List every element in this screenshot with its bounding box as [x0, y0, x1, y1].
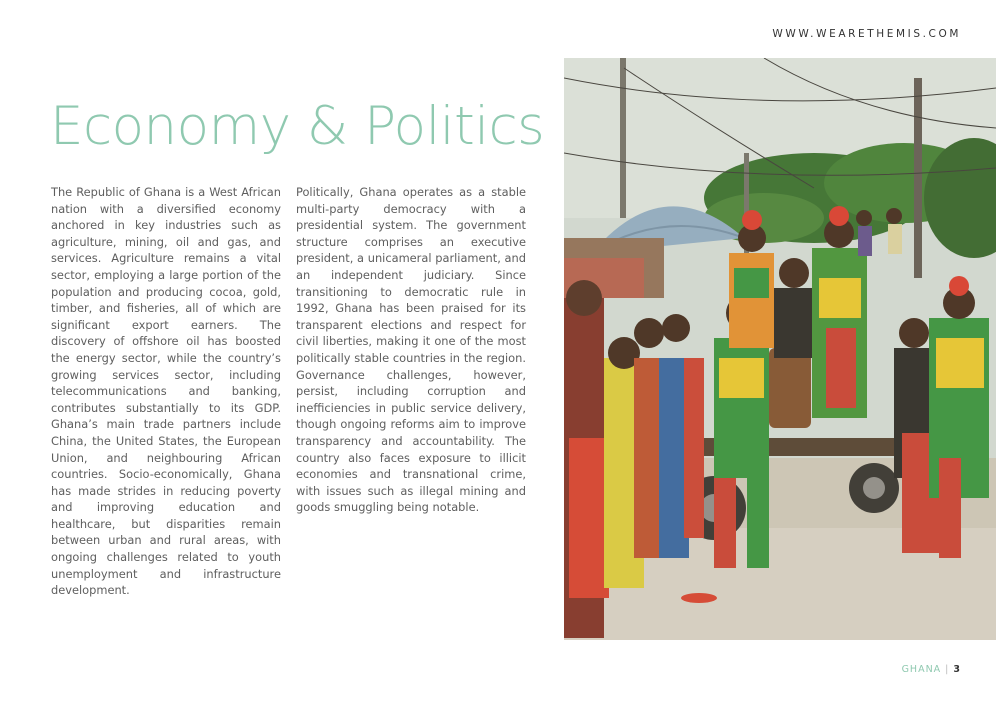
website-url: WWW.WEARETHEMIS.COM: [772, 28, 961, 40]
street-parade-photo: [564, 58, 996, 640]
footer-country: GHANA: [901, 664, 942, 675]
page-footer: [902, 664, 961, 675]
body-column-politics: Politically, Ghana operates as a stable multi-party democracy with a presidential system. The government structure comprises an executive president, a unicameral parliament, and an independent judiciary. Since transitioning to democratic rule in 1992, Ghana has been praised for its transparent elections and respect for civil liberties, making it one of the most politically stable countries in the region. Governance challenges, however, persist, including corruption and inefficiencies in public service delivery, though ongoing reforms aim to improve transparency and accountability. The country also faces exposure to illicit economies and transnational crime, with issues such as illegal mining and goods smuggling being notable.: [296, 185, 526, 515]
footer-separator: |: [945, 664, 950, 675]
page-title: Economy & Politics: [50, 96, 545, 157]
page-number: 3: [953, 664, 961, 675]
body-column-economy: The Republic of Ghana is a West African nation with a diversified economy anchored in key industries such as agriculture, mining, oil and gas, and services. Agriculture remains a vital sector, employing a large portion of the population and producing cocoa, gold, timber, and fisheries, all of which are significant export earners. The discovery of offshore oil has boosted the energy sector, while the country’s growing services sector, including telecommunications and banking, contributes substantially to its GDP. Ghana’s main trade partners include China, the United States, the European Union, and neighbouring African countries. Socio-economically, Ghana has made strides in reducing poverty and improving education and healthcare, but disparities remain between urban and rural areas, with ongoing challenges related to youth unemployment and infrastructure development.: [51, 185, 281, 598]
